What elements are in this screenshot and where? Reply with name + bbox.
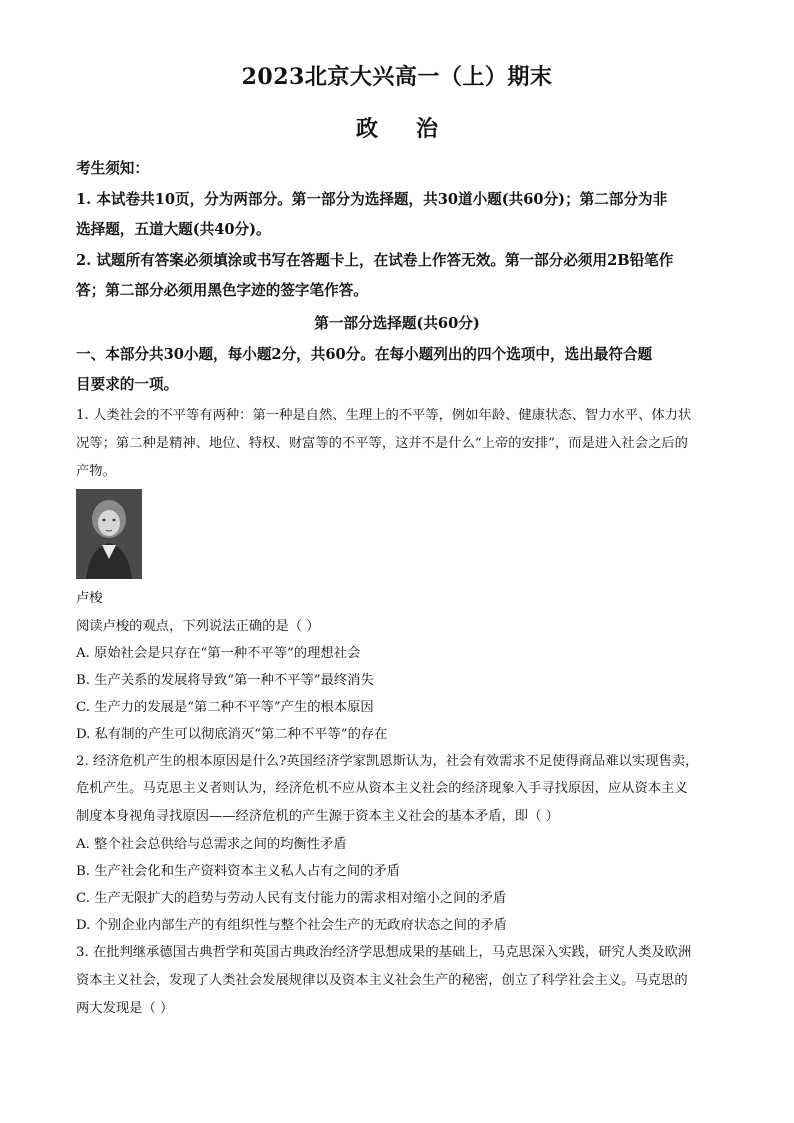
part1-instruction: 目要求的一项。	[76, 376, 179, 393]
q2-stem: 制度本身视角寻找原因——经济危机的产生源于资本主义社会的基本矛盾，即（ ）	[76, 809, 559, 824]
portrait-caption: 卢梭	[76, 591, 103, 606]
q2-option-c: C. 生产无限扩大的趋势与劳动人民有支付能力的需求相对缩小之间的矛盾	[76, 891, 507, 906]
q2-stem: 2. 经济危机产生的根本原因是什么?英国经济学家凯恩斯认为，社会有效需求不足使得商品难以实现售卖，	[76, 754, 699, 769]
q2-option-b: B. 生产社会化和生产资料资本主义私人占有之间的矛盾	[76, 864, 401, 879]
notice-line: 答；第二部分必须用黑色字迹的签字笔作答。	[76, 282, 368, 299]
q2-stem: 危机产生。马克思主义者则认为，经济危机不应从资本主义社会的经济现象入手寻找原因，应从资本主义	[76, 781, 688, 796]
q3-stem: 两大发现是（ ）	[76, 1001, 174, 1016]
part1-instruction: 一、本部分共30小题，每小题2分，共60分。在每小题列出的四个选项中，选出最符合题	[76, 346, 653, 363]
q1-prompt: 阅读卢梭的观点，下列说法正确的是（ ）	[76, 619, 320, 634]
q2-option-d: D. 个别企业内部生产的有组织性与整个社会生产的无政府状态之间的矛盾	[76, 918, 507, 933]
q1-option-d: D. 私有制的产生可以彻底消灭“第二种不平等”的存在	[76, 727, 388, 742]
q3-stem: 资本主义社会，发现了人类社会发展规律以及资本主义社会生产的秘密，创立了科学社会主义。马克思的	[76, 973, 688, 988]
q1-option-b: B. 生产关系的发展将导致“第一种不平等”最终消失	[76, 673, 374, 688]
notice-line: 选择题，五道大题(共40分)。	[76, 221, 271, 238]
part1-heading: 第一部分选择题(共60分)	[314, 315, 480, 332]
notice-heading: 考生须知：	[76, 160, 149, 177]
q1-stem: 产物。	[76, 464, 116, 479]
rousseau-portrait-image	[76, 489, 142, 579]
q3-stem: 3. 在批判继承德国古典哲学和英国古典政治经济学思想成果的基础上，马克思深入实践，研究人类及欧洲	[76, 945, 692, 960]
exam-title: 2023北京大兴高一（上）期末	[241, 64, 553, 90]
q1-option-c: C. 生产力的发展是“第二种不平等”产生的根本原因	[76, 700, 374, 715]
q2-option-a: A. 整个社会总供给与总需求之间的均衡性矛盾	[76, 837, 347, 852]
q1-stem: 况等；第二种是精神、地位、特权、财富等的不平等，这并不是什么“上帝的安排”，而是进入社会之后的	[76, 436, 688, 451]
subject-title: 政治	[355, 116, 476, 142]
q1-option-a: A. 原始社会是只存在“第一种不平等”的理想社会	[76, 646, 361, 661]
notice-line: 1. 本试卷共10页，分为两部分。第一部分为选择题，共30道小题(共60分)；第二部分为非	[76, 191, 668, 208]
notice-line: 2. 试题所有答案必须填涂或书写在答题卡上，在试卷上作答无效。第一部分必须用2B铅笔作	[76, 252, 674, 269]
q1-stem: 1. 人类社会的不平等有两种：第一种是自然、生理上的不平等，例如年龄、健康状态、智力水平、体力状	[76, 408, 692, 423]
